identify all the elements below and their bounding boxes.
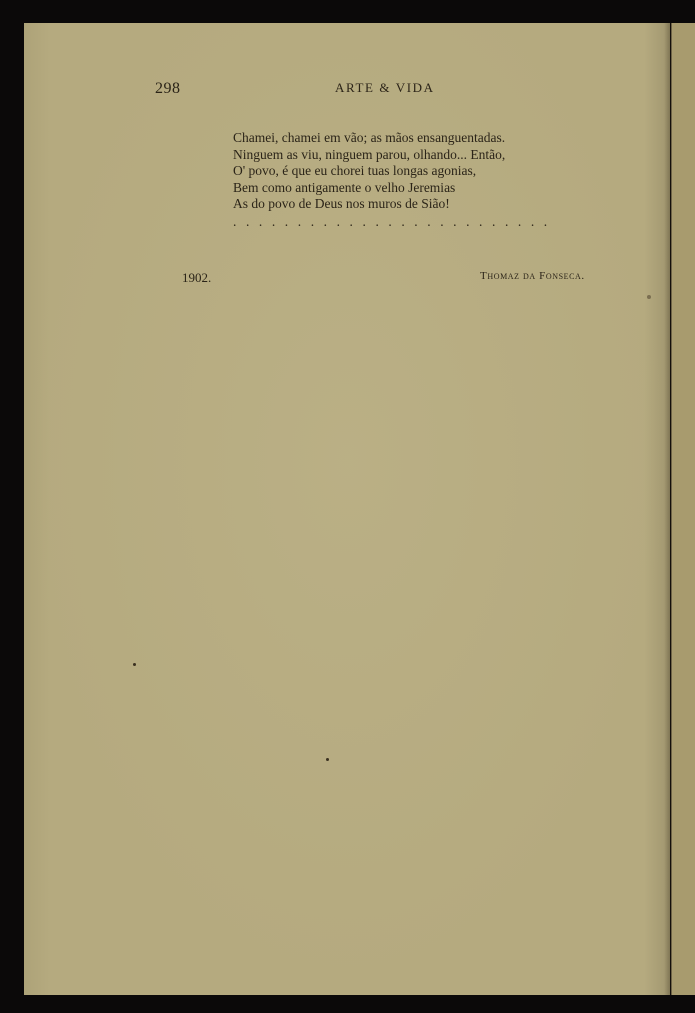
paper-speck: [647, 295, 651, 299]
verse-line: As do povo de Deus nos muros de Sião!: [233, 196, 450, 211]
date: 1902.: [182, 270, 212, 285]
adjacent-page-edge: [671, 23, 695, 995]
running-head: ARTE & VIDA: [335, 80, 435, 95]
poem-stanza: [233, 130, 563, 230]
book-page: [24, 23, 670, 995]
paper-speck: [133, 663, 136, 666]
paper-speck: [326, 758, 329, 761]
verse-line: Chamei, chamei em vão; as mãos ensanguentadas.: [233, 130, 506, 145]
author-signature: Thomaz da Fonseca.: [480, 270, 585, 282]
page-number: 298: [155, 80, 181, 97]
verse-line: Bem como antigamente o velho Jeremias: [233, 179, 456, 195]
ellipsis-line: . . . . . . . . . . . . . . . . . . . . . . . . .: [233, 213, 551, 229]
verse-line: Ninguem as viu, ninguem parou, olhando... Então,: [233, 146, 506, 162]
verse-line: O' povo, é que eu chorei tuas longas agonias,: [233, 163, 477, 178]
